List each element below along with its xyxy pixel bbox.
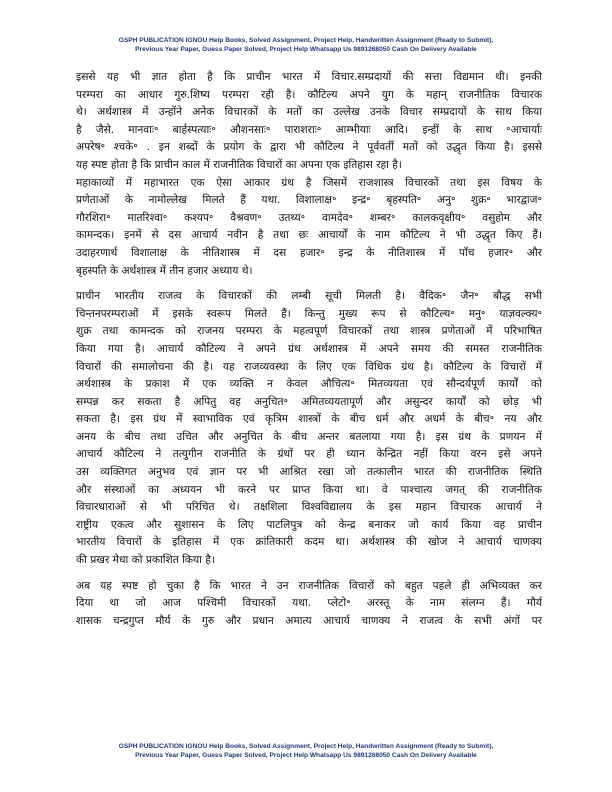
text-line: कामन्दक। इनमें से दस आचार्य नवीन है तथा छः आचार्यों के नाम कौटिल्य ने भी उद्धृत किए हैं। [76,229,542,242]
text-line: विचारधाराओं से भी परिचित थे। तक्षशिला विश्वविद्यालय के इस महान विचारक आचार्य ने [76,501,542,514]
paragraph-1 [76,69,542,280]
text-line: है जैसे. मानवाः॰ बार्हस्पत्याः॰ औशनसाः॰ पाराशराः॰ आम्भीयाः आदि। इन्हीं के साथ ॰आचार्याः [76,123,542,136]
text-line: अनय के बीच तथा उचित और अनुचित के बीच अन्तर बतलाया गया है। इस ग्रंथ के प्रणयन में [76,430,542,443]
text-line: प्रणेताओं के नामोल्लेख मिलते हैं यथा. विशालाक्ष॰ इन्द्र॰ बृहस्पति॰ अनु॰ शुक्र॰ भारद्वाज॰ [76,194,542,207]
text-line: गौरशिरा॰ मातरिश्वा॰ कश्यप॰ वैश्रवण॰ उतथ्य॰ वामदेव॰ शम्बर॰ कालकवृक्षीय॰ वसुहोम और [76,211,542,224]
text-line: उस व्यक्तिगत अनुभव एवं ज्ञान पर भी आश्रित रखा जो तत्कालीन भारत की राजनीतिक स्थिति [76,466,542,479]
text-line: चिन्तनपरम्पराओं में इसके स्वरूप मिलते हैं। किन्तु मुख्य रूप से कौटिल्य॰ मनु॰ याज्ञवल्क्य॰ [76,307,542,320]
header-line-1: GSPH PUBLICATION IGNOU Help Books, Solved Assignment, Project Help, Handwritten Assignment (Ready to Submit), [118,37,494,44]
text-line: राष्ट्रीय एकत्व और सुशासन के लिए पाटलिपुत्र को केन्द्र बनाकर जो कार्य किया वह प्राचीन [76,518,542,531]
text-line: थे। अर्थशास्त्र में उन्होंने अनेक विचारकों के मतों का उल्लेख उनके विचार सम्प्रदायों के साथ किया [76,106,542,119]
text-line: आचार्य कौटिल्य ने तत्युगीन राजनीति के ग्रंथों पर ही ध्यान केन्द्रित नहीं किया वरन इसे अपने [76,448,542,461]
text-line: और संस्थाओं का अध्ययन भी करने पर प्राप्त किया था। वे पाश्चात्य जगत् की राजनीतिक [76,483,542,496]
text-line: परम्परा का आधार गुरु.शिष्य परम्परा रही है। कौटिल्य अपने युग के महान् राजनीतिक विचारक [76,88,542,101]
footer-line-2: Previous Year Paper, Guess Paper Solved, Project Help Whatsapp Us 9891268050 Cash On Delivery Available [135,752,477,759]
text-line: उदाहरणार्थ विशालाक्ष के नीतिशास्त्र में दस हजार॰ इन्द्र के नीतिशास्त्र में पाँच हजार॰ और [76,246,542,259]
text-line: भारतीय विचारों के इतिहास में एक क्रांतिकारी कदम था। अर्थशास्त्र की खोज ने आचार्य चाणक्य [76,536,542,549]
text-line: अर्थशास्त्र के प्रकाश में एक व्यक्ति न केवल औचित्य॰ मितव्ययता एवं सौन्दर्यपूर्ण कार्यों को [76,378,542,391]
page-footer-banner [50,742,562,760]
header-line-2: Previous Year Paper, Guess Paper Solved, Project Help Whatsapp Us 9891268050 Cash On Delivery Available [135,46,477,53]
document-body [76,69,542,638]
text-line: किया गया है। आचार्य कौटिल्य ने अपने ग्रंथ अर्थशास्त्र में अपने समय की समस्त राजनीतिक [76,342,542,355]
text-line: महाकाव्यों में महाभारत एक ऐसा आकार ग्रंथ है जिसमें राजशास्त्र विचारकों तथा इस विषय के [76,176,542,189]
text-line: अपरेष॰ श्चके॰ . इन शब्दों के प्रयोग के द्वारा भी कौटिल्य ने पूर्ववर्ती मतों को उद्धृत किया है। इससे [76,141,542,154]
text-line: विचारों की समालोचना की है। यह राजव्यवस्था के लिए एक विधिक ग्रंथ है। कौटिल्य के विचारों में [76,360,542,373]
page-header-banner [50,36,562,54]
text-line: सम्पन्न कर सकता है अपितु वह अनुचित॰ अमितव्ययतापूर्ण और असुन्दर कार्यों को छोड़ भी [76,395,542,408]
paragraph-3 [76,578,542,631]
paragraph-2 [76,288,542,570]
text-line: बृहस्पति के अर्थशास्त्र में तीन हजार अध्याय थे। [76,264,253,277]
footer-line-1: GSPH PUBLICATION IGNOU Help Books, Solved Assignment, Project Help, Handwritten Assignment (Ready to Submit), [118,743,494,750]
text-line: सकता है। इस ग्रंथ में स्वाभाविक एवं कृत्रिम शास्त्रों के बीच धर्म और अधर्म के बीच॰ नय और [76,413,542,426]
text-line: दिया था जो आज पश्चिमी विचारकों यथा. प्लेटो॰ अरस्तू के नाम संलग्न हैं। मौर्य [76,597,542,610]
text-line: शासक चन्द्रगुप्त मौर्य के गुरु और प्रधान अमात्य आचार्य चाणक्य ने राजत्व के सभी अंगों पर [76,614,542,627]
text-line: शुक्र तथा कामन्दक को राजनय परम्परा के महत्वपूर्ण विचारकों तथा शास्त्र प्रणेताओं में परिभाषित [76,325,542,338]
text-line: प्राचीन भारतीय राजत्व के विचारकों की लम्बी सूची मिलती है। वैदिक॰ जैन॰ बौद्ध सभी [76,290,542,303]
text-line: अब यह स्पष्ट हो चुका है कि भारत ने उन राजनीतिक विचारों को बहुत पहले ही अभिव्यक्त कर [76,579,542,592]
text-line: इससे यह भी ज्ञात होता है कि प्राचीन भारत में विचार.सम्प्रदायों की सत्ता विद्यमान थी। इनकी [76,71,542,83]
text-line: की प्रखर मेधा को प्रकाशित किया है। [76,554,215,567]
text-line: यह स्पष्ट होता है कि प्राचीन काल में राजनीतिक विचारों का अपना एक इतिहास रहा है। [76,158,402,171]
